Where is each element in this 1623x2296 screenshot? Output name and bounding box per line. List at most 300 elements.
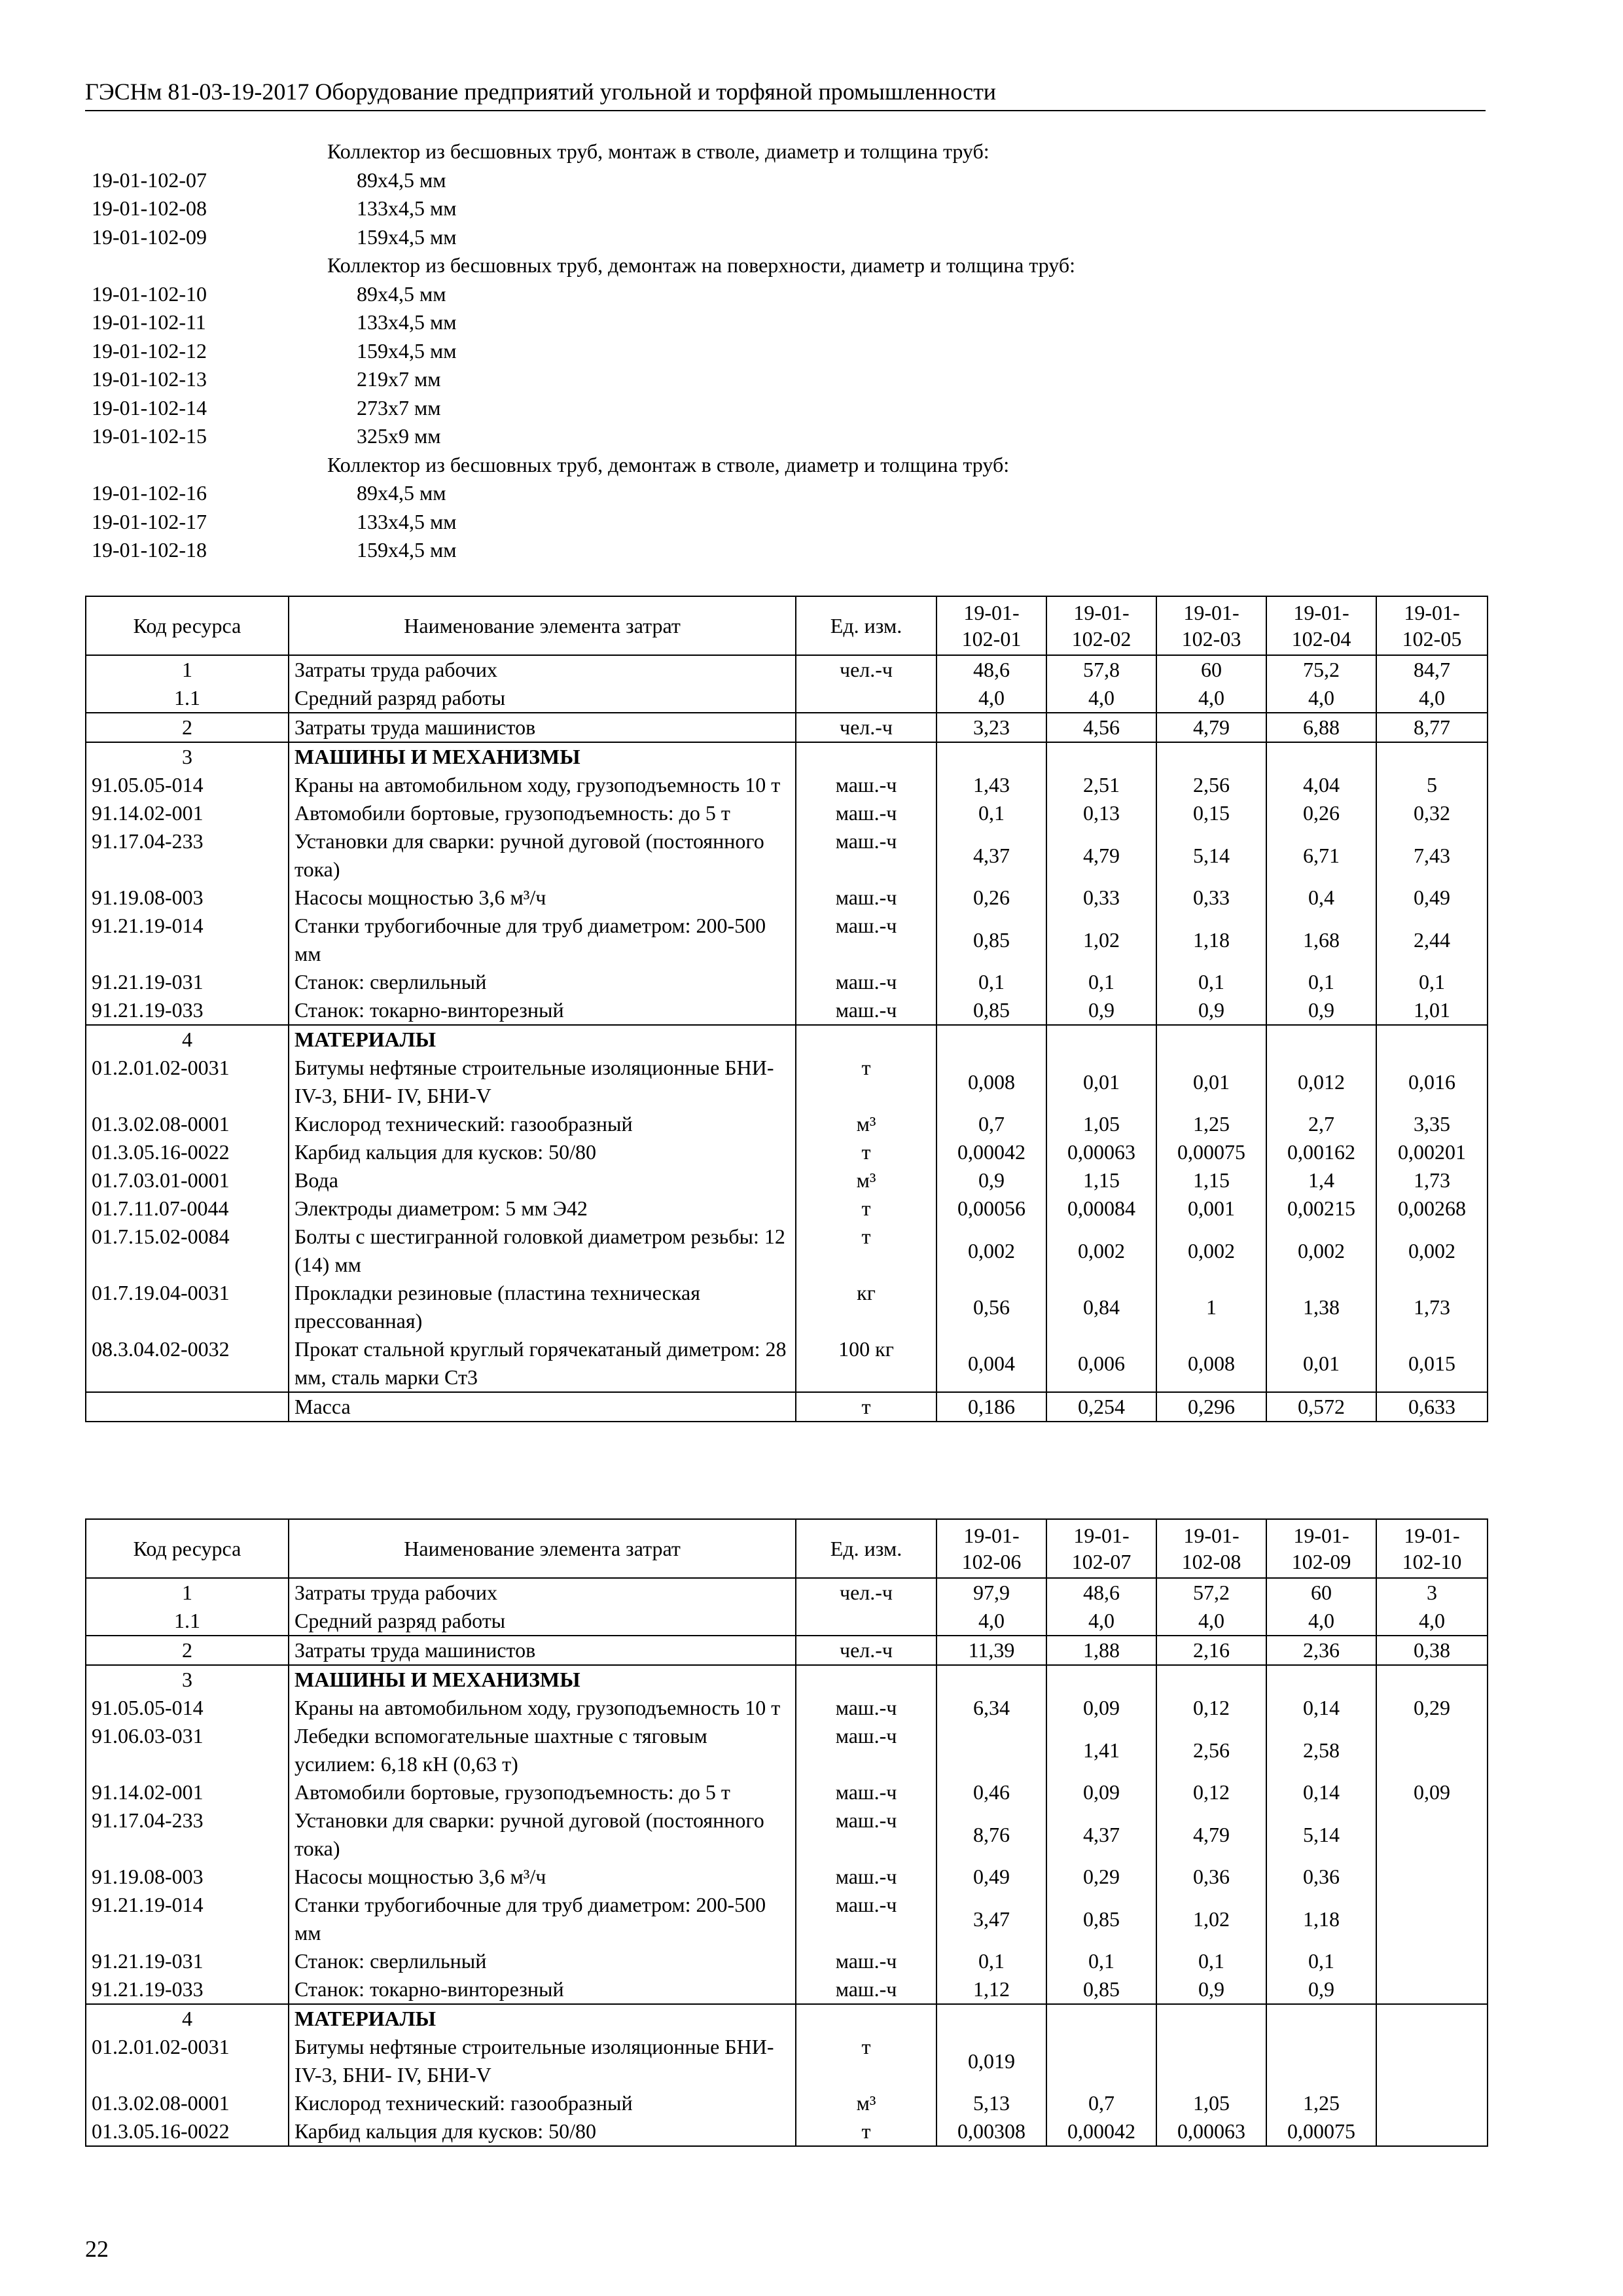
- codes-list-item: [92, 308, 1466, 337]
- resource-code: 91.21.19-014: [86, 912, 289, 968]
- norm-value: 0,1: [1046, 968, 1156, 996]
- norm-value: 1,02: [1156, 1891, 1266, 1947]
- norm-value: 1,15: [1046, 1166, 1156, 1194]
- table-row: [86, 1138, 1488, 1166]
- norm-value: 0,00308: [936, 2117, 1046, 2146]
- norm-value: 1,43: [936, 771, 1046, 799]
- norm-value: 1,15: [1156, 1166, 1266, 1194]
- norm-value: 0,84: [1046, 1279, 1156, 1335]
- table-row: [86, 1694, 1488, 1722]
- norm-value: 4,0: [1046, 684, 1156, 713]
- header-code: Код ресурса: [86, 596, 289, 655]
- norm-value: 0,00063: [1046, 1138, 1156, 1166]
- header-norm-col: 19-01- 102-03: [1156, 596, 1266, 655]
- cost-element-name: Средний разряд работы: [289, 1607, 796, 1636]
- table-row: [86, 1947, 1488, 1975]
- norm-code: 19-01-102-17: [92, 509, 207, 533]
- section-row: [86, 2004, 1488, 2033]
- norm-value: 1,05: [1046, 1110, 1156, 1138]
- table-row: [86, 1806, 1488, 1863]
- resource-code: 91.21.19-033: [86, 996, 289, 1025]
- norm-value: 2,44: [1376, 912, 1488, 968]
- group-description: Коллектор из бесшовных труб, демонтаж в стволе, диаметр и толщина труб:: [327, 452, 1010, 476]
- unit: маш.-ч: [796, 771, 936, 799]
- norm-value: 0,1: [936, 799, 1046, 827]
- resource-code: 91.21.19-031: [86, 1947, 289, 1975]
- norm-value: 0,019: [936, 2033, 1046, 2089]
- unit: чел.-ч: [796, 655, 936, 684]
- norm-value: 4,0: [1156, 684, 1266, 713]
- norm-value: 3: [1376, 1578, 1488, 1607]
- resource-code: 91.21.19-014: [86, 1891, 289, 1947]
- table-row: [86, 827, 1488, 884]
- table-row: [86, 1778, 1488, 1806]
- norm-value: [1046, 2004, 1156, 2033]
- norm-value: 1,05: [1156, 2089, 1266, 2117]
- norm-value: 0,00084: [1046, 1194, 1156, 1223]
- table-row: [86, 684, 1488, 713]
- norm-value: 4,0: [1046, 1607, 1156, 1636]
- norm-value: 4,0: [936, 1607, 1046, 1636]
- norm-value: 5,14: [1266, 1806, 1376, 1863]
- table-row: [86, 2117, 1488, 2146]
- cost-element-name: Установки для сварки: ручной дуговой (постоянного тока): [289, 827, 796, 884]
- norm-value: 0,00063: [1156, 2117, 1266, 2146]
- norm-value: [1376, 2004, 1488, 2033]
- norm-value: 0,016: [1376, 1054, 1488, 1110]
- codes-list-item: [92, 422, 1466, 451]
- norm-value: 0,49: [936, 1863, 1046, 1891]
- resource-code: 01.3.02.08-0001: [86, 2089, 289, 2117]
- norm-value: 4,79: [1156, 1806, 1266, 1863]
- resource-code: 08.3.04.02-0032: [86, 1335, 289, 1392]
- norm-value: 1,18: [1266, 1891, 1376, 1947]
- norm-value: 60: [1266, 1578, 1376, 1607]
- resource-code: 4: [86, 1025, 289, 1054]
- norm-value: 1,88: [1046, 1636, 1156, 1665]
- norm-value: 0,09: [1046, 1694, 1156, 1722]
- norm-value: 97,9: [936, 1578, 1046, 1607]
- unit: маш.-ч: [796, 884, 936, 912]
- norm-value: 0,26: [936, 884, 1046, 912]
- unit: чел.-ч: [796, 1636, 936, 1665]
- norm-value: 0,1: [1376, 968, 1488, 996]
- cost-element-name: Насосы мощностью 3,6 м³/ч: [289, 884, 796, 912]
- norm-value: [1376, 1863, 1488, 1891]
- norm-value: 1,12: [936, 1975, 1046, 2004]
- unit: [796, 2004, 936, 2033]
- cost-element-name: Вода: [289, 1166, 796, 1194]
- norm-value: 2,51: [1046, 771, 1156, 799]
- norm-value: [1156, 1025, 1266, 1054]
- codes-list-item: [92, 194, 1466, 223]
- pipe-size: 159х4,5 мм: [357, 224, 457, 249]
- codes-list: [92, 137, 1466, 565]
- cost-element-name: Кислород технический: газообразный: [289, 1110, 796, 1138]
- norm-value: [1376, 742, 1488, 771]
- pipe-size: 133х4,5 мм: [357, 196, 457, 220]
- norm-value: 1,68: [1266, 912, 1376, 968]
- norm-value: 0,15: [1156, 799, 1266, 827]
- norm-value: 60: [1156, 655, 1266, 684]
- mass-row: [86, 1392, 1488, 1422]
- section-row: [86, 1665, 1488, 1694]
- norm-value: 5,13: [936, 2089, 1046, 2117]
- norm-value: 0,85: [1046, 1891, 1156, 1947]
- norm-code: 19-01-102-08: [92, 196, 207, 220]
- table-row: [86, 1194, 1488, 1223]
- unit: [796, 1025, 936, 1054]
- codes-list-item: [92, 394, 1466, 423]
- norm-value: 1: [1156, 1279, 1266, 1335]
- norm-value: 0,002: [1266, 1223, 1376, 1279]
- norm-value: 0,12: [1156, 1694, 1266, 1722]
- table-row: [86, 1578, 1488, 1607]
- unit: чел.-ч: [796, 1578, 936, 1607]
- resource-code: 01.3.05.16-0022: [86, 2117, 289, 2146]
- norm-value: 0,9: [1266, 996, 1376, 1025]
- norm-value: 0,004: [936, 1335, 1046, 1392]
- norm-code: 19-01-102-10: [92, 281, 207, 306]
- pipe-size: 219х7 мм: [357, 367, 441, 391]
- resource-code: 1.1: [86, 684, 289, 713]
- unit: маш.-ч: [796, 827, 936, 884]
- norm-value: [1376, 2033, 1488, 2089]
- norm-value: 2,56: [1156, 771, 1266, 799]
- norm-value: 0,002: [936, 1223, 1046, 1279]
- norm-value: 84,7: [1376, 655, 1488, 684]
- norm-value: 0,1: [1266, 1947, 1376, 1975]
- unit: м³: [796, 2089, 936, 2117]
- resource-code: 91.17.04-233: [86, 827, 289, 884]
- table-row: [86, 771, 1488, 799]
- unit: маш.-ч: [796, 968, 936, 996]
- norm-value: [1376, 1947, 1488, 1975]
- norm-value: 0,001: [1156, 1194, 1266, 1223]
- resource-code: 91.06.03-031: [86, 1722, 289, 1778]
- header-name: Наименование элемента затрат: [289, 1519, 796, 1578]
- table-row: [86, 799, 1488, 827]
- table-row: [86, 1636, 1488, 1665]
- table-row: [86, 1975, 1488, 2004]
- cost-element-name: Затраты труда рабочих: [289, 1578, 796, 1607]
- norm-value: 0,008: [936, 1054, 1046, 1110]
- resource-code: 91.05.05-014: [86, 1694, 289, 1722]
- norm-value: 0,572: [1266, 1392, 1376, 1422]
- norm-value: 0,00201: [1376, 1138, 1488, 1166]
- unit: [796, 1607, 936, 1636]
- unit: т: [796, 1392, 936, 1422]
- norm-value: 0,006: [1046, 1335, 1156, 1392]
- norm-value: 3,23: [936, 713, 1046, 742]
- resource-code: 01.3.05.16-0022: [86, 1138, 289, 1166]
- norm-value: 2,7: [1266, 1110, 1376, 1138]
- norm-value: 4,0: [1266, 684, 1376, 713]
- resource-code: 1.1: [86, 1607, 289, 1636]
- norm-value: 1,25: [1266, 2089, 1376, 2117]
- norm-value: 0,633: [1376, 1392, 1488, 1422]
- norms-table-2: [85, 1518, 1488, 2147]
- norm-value: [1266, 2033, 1376, 2089]
- norm-value: 0,00042: [936, 1138, 1046, 1166]
- resource-code: 01.7.11.07-0044: [86, 1194, 289, 1223]
- norm-value: 4,0: [936, 684, 1046, 713]
- norm-value: [1156, 1665, 1266, 1694]
- norm-value: 2,36: [1266, 1636, 1376, 1665]
- norm-value: 0,9: [1156, 996, 1266, 1025]
- norm-value: 1,38: [1266, 1279, 1376, 1335]
- norm-value: 4,37: [1046, 1806, 1156, 1863]
- norm-value: 0,29: [1376, 1694, 1488, 1722]
- table-row: [86, 968, 1488, 996]
- header-unit: Ед. изм.: [796, 596, 936, 655]
- norm-value: 0,00075: [1156, 1138, 1266, 1166]
- norm-code: 19-01-102-11: [92, 310, 206, 334]
- codes-list-heading: [92, 251, 1466, 280]
- norm-value: [1046, 1025, 1156, 1054]
- cost-element-name: Краны на автомобильном ходу, грузоподъемность 10 т: [289, 771, 796, 799]
- norm-value: 11,39: [936, 1636, 1046, 1665]
- cost-element-name: Затраты труда машинистов: [289, 713, 796, 742]
- header-code: Код ресурса: [86, 1519, 289, 1578]
- pipe-size: 273х7 мм: [357, 395, 441, 420]
- norm-value: 0,01: [1266, 1335, 1376, 1392]
- norm-value: [936, 2004, 1046, 2033]
- norm-value: 0,00215: [1266, 1194, 1376, 1223]
- resource-code: 91.14.02-001: [86, 799, 289, 827]
- unit: т: [796, 1194, 936, 1223]
- norm-value: 5: [1376, 771, 1488, 799]
- table-row: [86, 996, 1488, 1025]
- norm-value: 0,9: [936, 1166, 1046, 1194]
- norm-value: 0,01: [1046, 1054, 1156, 1110]
- norm-value: 7,43: [1376, 827, 1488, 884]
- norm-value: 2,16: [1156, 1636, 1266, 1665]
- table-row: [86, 1223, 1488, 1279]
- pipe-size: 89х4,5 мм: [357, 281, 446, 306]
- unit: маш.-ч: [796, 799, 936, 827]
- resource-code: 2: [86, 1636, 289, 1665]
- cost-element-name: Краны на автомобильном ходу, грузоподъемность 10 т: [289, 1694, 796, 1722]
- table-row: [86, 2033, 1488, 2089]
- norm-value: [936, 1722, 1046, 1778]
- resource-code: 01.7.03.01-0001: [86, 1166, 289, 1194]
- header-norm-col: 19-01- 102-04: [1266, 596, 1376, 655]
- cost-element-name: Электроды диаметром: 5 мм Э42: [289, 1194, 796, 1223]
- table-header-row: [86, 1519, 1488, 1578]
- codes-list-heading: [92, 451, 1466, 480]
- norm-value: 1,01: [1376, 996, 1488, 1025]
- table-row: [86, 1166, 1488, 1194]
- table-row: [86, 1891, 1488, 1947]
- table-row: [86, 1863, 1488, 1891]
- table-row: [86, 1279, 1488, 1335]
- norm-value: [1376, 1806, 1488, 1863]
- norm-value: 8,76: [936, 1806, 1046, 1863]
- norm-value: 0,1: [936, 1947, 1046, 1975]
- cost-element-name: МАШИНЫ И МЕХАНИЗМЫ: [289, 742, 796, 771]
- norm-code: 19-01-102-13: [92, 367, 207, 391]
- norm-value: [1156, 2033, 1266, 2089]
- pipe-size: 89х4,5 мм: [357, 168, 446, 192]
- norm-value: 0,26: [1266, 799, 1376, 827]
- cost-element-name: Кислород технический: газообразный: [289, 2089, 796, 2117]
- unit: маш.-ч: [796, 1778, 936, 1806]
- norm-value: 48,6: [1046, 1578, 1156, 1607]
- norm-value: [1376, 2089, 1488, 2117]
- table-row: [86, 1335, 1488, 1392]
- norm-value: 6,88: [1266, 713, 1376, 742]
- section-row: [86, 742, 1488, 771]
- cost-element-name: Битумы нефтяные строительные изоляционные БНИ-IV-3, БНИ- IV, БНИ-V: [289, 2033, 796, 2089]
- norm-code: 19-01-102-09: [92, 224, 207, 249]
- norm-code: 19-01-102-18: [92, 538, 207, 562]
- norm-value: 6,71: [1266, 827, 1376, 884]
- norm-code: 19-01-102-07: [92, 168, 207, 192]
- group-description: Коллектор из бесшовных труб, демонтаж на поверхности, диаметр и толщина труб:: [327, 253, 1075, 277]
- unit: т: [796, 2033, 936, 2089]
- norm-value: 3,35: [1376, 1110, 1488, 1138]
- norm-value: 75,2: [1266, 655, 1376, 684]
- cost-element-name: Затраты труда рабочих: [289, 655, 796, 684]
- norm-value: 0,1: [1046, 1947, 1156, 1975]
- unit: маш.-ч: [796, 1975, 936, 2004]
- codes-list-item: [92, 337, 1466, 366]
- unit: м³: [796, 1110, 936, 1138]
- norm-value: 0,00162: [1266, 1138, 1376, 1166]
- cost-element-name: Карбид кальция для кусков: 50/80: [289, 1138, 796, 1166]
- norm-value: 0,1: [1156, 1947, 1266, 1975]
- norm-value: 0,9: [1156, 1975, 1266, 2004]
- table-row: [86, 1054, 1488, 1110]
- norm-value: 5,14: [1156, 827, 1266, 884]
- norm-value: 48,6: [936, 655, 1046, 684]
- resource-code: 3: [86, 1665, 289, 1694]
- cost-element-name: Средний разряд работы: [289, 684, 796, 713]
- norm-value: 0,1: [1266, 968, 1376, 996]
- unit: [796, 742, 936, 771]
- resource-code: 01.7.19.04-0031: [86, 1279, 289, 1335]
- cost-element-name: Лебедки вспомогательные шахтные с тяговым усилием: 6,18 кН (0,63 т): [289, 1722, 796, 1778]
- norm-value: 0,00268: [1376, 1194, 1488, 1223]
- norm-value: 0,14: [1266, 1778, 1376, 1806]
- codes-list-item: [92, 223, 1466, 252]
- norm-value: [1156, 742, 1266, 771]
- norm-code: 19-01-102-16: [92, 481, 207, 505]
- unit: маш.-ч: [796, 996, 936, 1025]
- resource-code: 91.17.04-233: [86, 1806, 289, 1863]
- resource-code: 91.21.19-031: [86, 968, 289, 996]
- norm-value: 0,015: [1376, 1335, 1488, 1392]
- resource-code: 01.2.01.02-0031: [86, 1054, 289, 1110]
- norm-value: 4,79: [1156, 713, 1266, 742]
- norm-value: 0,32: [1376, 799, 1488, 827]
- norms-table-1: [85, 596, 1488, 1422]
- unit: маш.-ч: [796, 1891, 936, 1947]
- norm-value: [1266, 742, 1376, 771]
- norm-value: 0,012: [1266, 1054, 1376, 1110]
- header-norm-col: 19-01- 102-09: [1266, 1519, 1376, 1578]
- norm-value: [1376, 1975, 1488, 2004]
- norm-value: 3,47: [936, 1891, 1046, 1947]
- norm-value: [1376, 1665, 1488, 1694]
- unit: кг: [796, 1279, 936, 1335]
- unit: маш.-ч: [796, 1722, 936, 1778]
- pipe-size: 159х4,5 мм: [357, 338, 457, 363]
- header-unit: Ед. изм.: [796, 1519, 936, 1578]
- norm-value: [1376, 1025, 1488, 1054]
- norm-value: 0,7: [1046, 2089, 1156, 2117]
- pipe-size: 89х4,5 мм: [357, 481, 446, 505]
- norm-value: [1046, 2033, 1156, 2089]
- page-header: ГЭСНм 81-03-19-2017 Оборудование предприятий угольной и торфяной промышленности: [85, 77, 1486, 111]
- pipe-size: 133х4,5 мм: [357, 310, 457, 334]
- unit: [796, 1665, 936, 1694]
- unit: маш.-ч: [796, 1806, 936, 1863]
- norm-value: [936, 1025, 1046, 1054]
- norm-value: 0,85: [1046, 1975, 1156, 2004]
- pipe-size: 159х4,5 мм: [357, 538, 457, 562]
- norm-value: [1376, 2117, 1488, 2146]
- unit: [796, 684, 936, 713]
- resource-code: 1: [86, 655, 289, 684]
- norm-value: 0,00056: [936, 1194, 1046, 1223]
- cost-element-name: Прокат стальной круглый горячекатаный диметром: 28 мм, сталь марки Ст3: [289, 1335, 796, 1392]
- cost-element-name: Станок: токарно-винторезный: [289, 1975, 796, 2004]
- cost-element-name: Станок: токарно-винторезный: [289, 996, 796, 1025]
- table-row: [86, 1110, 1488, 1138]
- table-row: [86, 1722, 1488, 1778]
- norm-value: 0,36: [1156, 1863, 1266, 1891]
- norm-value: 0,186: [936, 1392, 1046, 1422]
- norm-value: 0,1: [936, 968, 1046, 996]
- norm-value: 4,56: [1046, 713, 1156, 742]
- cost-element-name: Установки для сварки: ручной дуговой (постоянного тока): [289, 1806, 796, 1863]
- norm-value: 0,38: [1376, 1636, 1488, 1665]
- norm-value: [1156, 2004, 1266, 2033]
- norm-value: 0,29: [1046, 1863, 1156, 1891]
- unit: маш.-ч: [796, 1947, 936, 1975]
- table-header-row: [86, 596, 1488, 655]
- norm-value: [1046, 1665, 1156, 1694]
- header-norm-col: 19-01- 102-10: [1376, 1519, 1488, 1578]
- cost-element-name: Автомобили бортовые, грузоподъемность: до 5 т: [289, 799, 796, 827]
- cost-element-name: МАТЕРИАЛЫ: [289, 2004, 796, 2033]
- norm-value: [936, 1665, 1046, 1694]
- norm-value: 0,002: [1046, 1223, 1156, 1279]
- norm-value: 0,9: [1266, 1975, 1376, 2004]
- norm-value: 4,04: [1266, 771, 1376, 799]
- norm-value: 0,7: [936, 1110, 1046, 1138]
- unit: м³: [796, 1166, 936, 1194]
- norm-value: 1,18: [1156, 912, 1266, 968]
- norm-value: 0,296: [1156, 1392, 1266, 1422]
- norm-value: 0,00075: [1266, 2117, 1376, 2146]
- resource-code: [86, 1392, 289, 1422]
- norm-value: 0,4: [1266, 884, 1376, 912]
- codes-list-item: [92, 365, 1466, 394]
- norm-value: 0,56: [936, 1279, 1046, 1335]
- norm-value: [1266, 1025, 1376, 1054]
- unit: 100 кг: [796, 1335, 936, 1392]
- table-row: [86, 655, 1488, 684]
- norm-value: 2,58: [1266, 1722, 1376, 1778]
- unit: т: [796, 1138, 936, 1166]
- norm-value: 0,13: [1046, 799, 1156, 827]
- cost-element-name: МАШИНЫ И МЕХАНИЗМЫ: [289, 1665, 796, 1694]
- cost-element-name: Масса: [289, 1392, 796, 1422]
- header-norm-col: 19-01- 102-01: [936, 596, 1046, 655]
